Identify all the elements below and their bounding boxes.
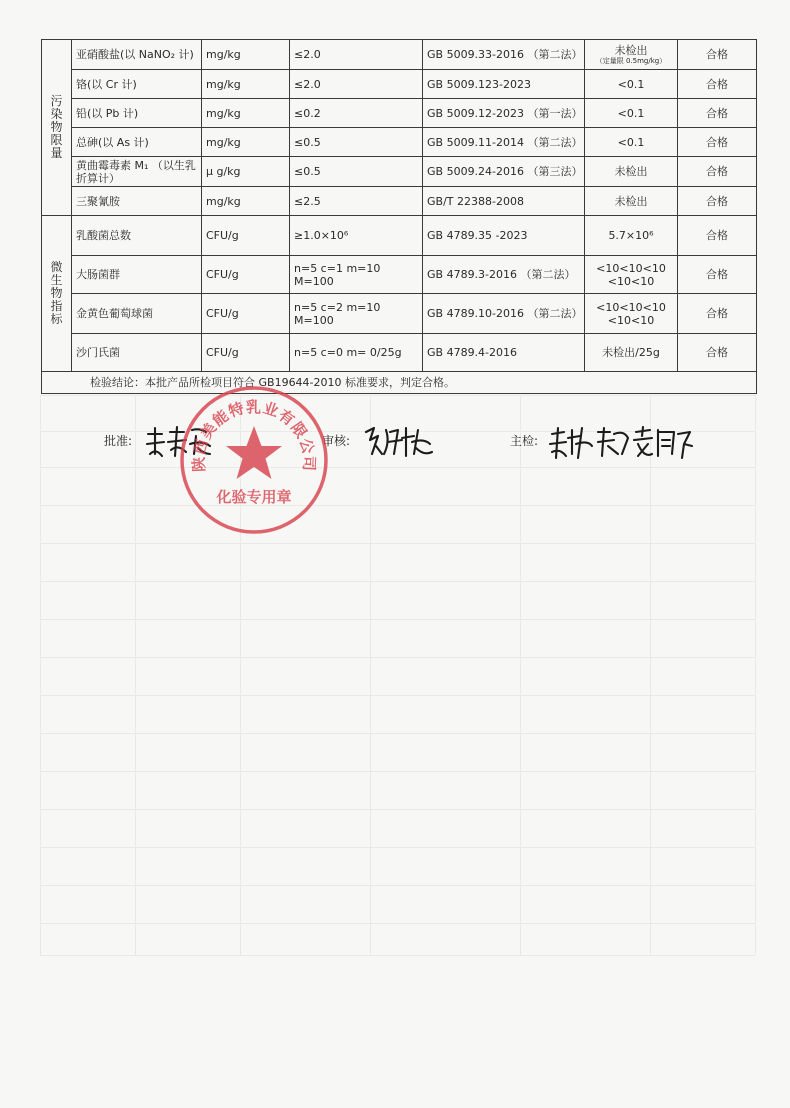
bleed-line	[40, 395, 41, 955]
result-cell	[585, 294, 678, 334]
result-line-2: <10<10	[607, 274, 655, 288]
result-cell: 5.7×10⁶	[585, 216, 678, 256]
result-line-1: <10<10<10	[596, 261, 666, 275]
inspection-seal	[178, 384, 330, 536]
seal-center-text: 化验专用章	[216, 488, 292, 506]
conclusion-text: 检验结论：本批产品所检项目符合 GB19644-2010 标准要求，判定合格。	[42, 372, 757, 394]
bleed-line	[40, 885, 755, 886]
method-cell: GB 4789.35 -2023	[423, 216, 585, 256]
table-row	[42, 70, 757, 99]
method-cell: GB 5009.123-2023	[423, 70, 585, 99]
verdict-cell: 合格	[678, 157, 757, 187]
method-cell: GB 4789.10-2016 （第二法）	[423, 294, 585, 334]
item-cell: 乳酸菌总数	[72, 216, 202, 256]
unit-cell: CFU/g	[202, 294, 290, 334]
result-cell: <0.1	[585, 70, 678, 99]
limit-cell: ≤2.5	[290, 187, 423, 216]
review-label: 审核:	[322, 434, 351, 448]
item-cell: 大肠菌群	[72, 256, 202, 294]
bleed-line	[40, 695, 755, 696]
conclusion-row	[42, 372, 757, 394]
table-row	[42, 128, 757, 157]
method-cell: GB 4789.3-2016 （第二法）	[423, 256, 585, 294]
bleed-line	[40, 657, 755, 658]
bleed-line	[40, 733, 755, 734]
limit-cell: ≤0.2	[290, 99, 423, 128]
bleed-line	[755, 395, 756, 955]
limit-cell: ≤0.5	[290, 128, 423, 157]
unit-cell: mg/kg	[202, 128, 290, 157]
item-cell: 铅(以 Pb 计)	[72, 99, 202, 128]
bleed-line	[40, 809, 755, 810]
table-row	[42, 187, 757, 216]
verdict-cell: 合格	[678, 70, 757, 99]
result-cell	[585, 256, 678, 294]
bleed-line	[650, 395, 651, 955]
verdict-cell: 合格	[678, 256, 757, 294]
unit-cell: mg/kg	[202, 187, 290, 216]
limit-cell: n=5 c=1 m=10 M=100	[290, 256, 423, 294]
chief-inspector-signature-1	[548, 424, 632, 462]
table-row	[42, 216, 757, 256]
bleed-line	[40, 505, 755, 506]
limit-cell: n=5 c=0 m= 0/25g	[290, 334, 423, 372]
reverse-side-bleed	[40, 395, 755, 955]
method-cell: GB 5009.33-2016 （第二法）	[423, 40, 585, 70]
result-note: （定量限 0.5mg/kg）	[595, 56, 667, 65]
bleed-line	[40, 847, 755, 848]
table-row	[42, 334, 757, 372]
verdict-cell: 合格	[678, 216, 757, 256]
method-cell: GB 5009.11-2014 （第二法）	[423, 128, 585, 157]
method-cell: GB 5009.12-2023 （第一法）	[423, 99, 585, 128]
bleed-line	[135, 395, 136, 955]
unit-cell: mg/kg	[202, 99, 290, 128]
unit-cell: mg/kg	[202, 70, 290, 99]
unit-cell: CFU/g	[202, 334, 290, 372]
seal-star-icon	[226, 426, 282, 479]
limit-cell: n=5 c=2 m=10 M=100	[290, 294, 423, 334]
result-cell: 未检出	[585, 157, 678, 187]
result-line-2: <10<10	[607, 313, 655, 327]
unit-cell: CFU/g	[202, 216, 290, 256]
category-microbial: 微生物指标	[42, 216, 72, 372]
limit-cell: ≤2.0	[290, 70, 423, 99]
unit-cell: μ g/kg	[202, 157, 290, 187]
bleed-line	[40, 543, 755, 544]
verdict-cell: 合格	[678, 294, 757, 334]
item-cell: 铬(以 Cr 计)	[72, 70, 202, 99]
bleed-line	[40, 581, 755, 582]
result-cell: <0.1	[585, 99, 678, 128]
item-cell: 沙门氏菌	[72, 334, 202, 372]
verdict-cell: 合格	[678, 99, 757, 128]
bleed-line	[40, 771, 755, 772]
result-value: 未检出	[614, 43, 648, 57]
unit-cell: mg/kg	[202, 40, 290, 70]
bleed-line	[40, 955, 755, 956]
result-cell: <0.1	[585, 128, 678, 157]
item-cell: 金黄色葡萄球菌	[72, 294, 202, 334]
bleed-line	[370, 395, 371, 955]
limit-cell: ≥1.0×10⁶	[290, 216, 423, 256]
chief-inspector-signature-2	[630, 424, 696, 462]
seal-ring-text: 陕西美能特乳业有限公司	[189, 398, 319, 473]
item-cell: 黄曲霉毒素 M₁ （以生乳折算计）	[72, 157, 202, 187]
table-row	[42, 157, 757, 187]
item-cell: 三聚氰胺	[72, 187, 202, 216]
verdict-cell: 合格	[678, 187, 757, 216]
verdict-cell: 合格	[678, 334, 757, 372]
method-cell: GB 5009.24-2016 （第三法）	[423, 157, 585, 187]
result-cell: 未检出	[585, 187, 678, 216]
bleed-line	[40, 395, 755, 396]
table-row	[42, 294, 757, 334]
verdict-cell: 合格	[678, 40, 757, 70]
table-row	[42, 256, 757, 294]
category-contaminant: 污染物限量	[42, 40, 72, 216]
verdict-cell: 合格	[678, 128, 757, 157]
bleed-line	[40, 467, 755, 468]
reviewer-signature	[362, 424, 436, 460]
chief-label: 主检:	[510, 434, 539, 448]
inspection-results-table	[41, 39, 757, 394]
table-row	[42, 99, 757, 128]
result-line-1: <10<10<10	[596, 300, 666, 314]
bleed-line	[40, 619, 755, 620]
item-cell: 亚硝酸盐(以 NaNO₂ 计)	[72, 40, 202, 70]
item-cell: 总砷(以 As 计)	[72, 128, 202, 157]
method-cell: GB 4789.4-2016	[423, 334, 585, 372]
approve-label: 批准:	[104, 434, 133, 448]
method-cell: GB/T 22388-2008	[423, 187, 585, 216]
limit-cell: ≤2.0	[290, 40, 423, 70]
bleed-line	[40, 923, 755, 924]
result-cell	[585, 40, 678, 70]
unit-cell: CFU/g	[202, 256, 290, 294]
result-cell: 未检出/25g	[585, 334, 678, 372]
table-row	[42, 40, 757, 70]
limit-cell: ≤0.5	[290, 157, 423, 187]
bleed-line	[520, 395, 521, 955]
